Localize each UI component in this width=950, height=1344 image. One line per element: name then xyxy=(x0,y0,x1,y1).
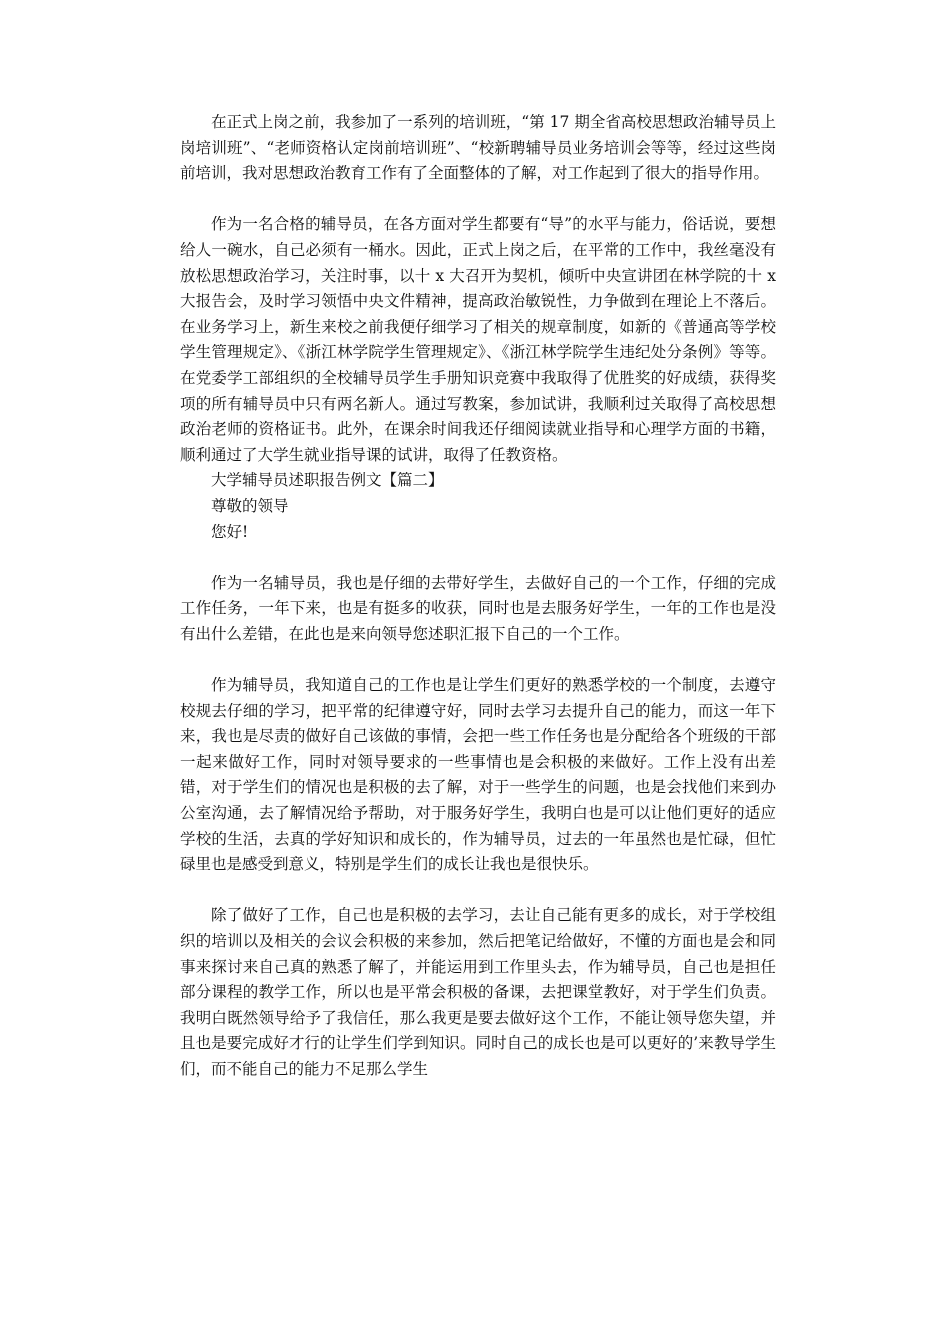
paragraph-duties: 作为辅导员，我知道自己的工作也是让学生们更好的熟悉学校的一个制度，去遵守校规去仔细的学习，把平常的纪律遵守好，同时去学习去提升自己的能力，而这一年下来，我也是尽责的做好自己该做的事情，会把一些工作任务也是分配给各个班级的干部一起来做好工作，同时对领导要求的一些事情也是会积极的来做好。工作上没有出差错，对于学生们的情况也是积极的去了解，对于一些学生的问题，也是会找他们来到办公室沟通，去了解情况给予帮助，对于服务好学生，我明白也是可以让他们更好的适应学校的生活，去真的学好知识和成长的，作为辅导员，过去的一年虽然也是忙碌，但忙碌里也是感受到意义，特别是学生们的成长让我也是很快乐。 xyxy=(180,676,776,874)
paragraph-training: 在正式上岗之前，我参加了一系列的培训班，“第 17 期全省高校思想政治辅导员上岗培训班”、“老师资格认定岗前培训班”、“校新聘辅导员业务培训会等等，经过这些岗前培训，我对思想政治教育工作有了全面整体的了解，对工作起到了很大的指导作用。 xyxy=(180,113,776,183)
salutation: 尊敬的领导 xyxy=(211,496,289,515)
greeting: 您好! xyxy=(211,522,249,541)
paragraph-qualified-counselor: 作为一名合格的辅导员，在各方面对学生都要有“导”的水平与能力，俗话说，要想给人一碗水，自己必须有一桶水。因此，正式上岗之后，在平常的工作中，我丝毫没有放松思想政治学习，关注时事，以十 x 大召开为契机，倾听中央宣讲团在林学院的十 x 大报告会，及时学习领悟中央文件精神，提高政治敏锐性，力争做到在理论上不落后。在业务学习上，新生来校之前我便仔细学习了相关的规章制度，如新的《普通高等学校学生管理规定》、《浙江林学院学生管理规定》、《浙江林学院学生违纪处分条例》等等。在党委学工部组织的全校辅导员学生手册知识竞赛中我取得了优胜奖的好成绩，获得奖项的所有辅导员中只有两名新人。通过写教案，参加试讲，我顺利过关取得了高校思想政治老师的资格证书。此外，在课余时间我还仔细阅读就业指导和心理学方面的书籍，顺利通过了大学生就业指导课的试讲，取得了任教资格。 xyxy=(180,215,776,464)
section-heading: 大学辅导员述职报告例文【篇二】 xyxy=(211,471,444,490)
paragraph-intro: 作为一名辅导员，我也是仔细的去带好学生，去做好自己的一个工作，仔细的完成工作任务，一年下来，也是有挺多的收获，同时也是去服务好学生，一年的工作也是没有出什么差错，在此也是来向领导您述职汇报下自己的一个工作。 xyxy=(180,573,776,643)
document-body xyxy=(180,110,776,1083)
paragraph-learning: 除了做好了工作，自己也是积极的去学习，去让自己能有更多的成长，对于学校组织的培训以及相关的会议会积极的来参加，然后把笔记给做好，不懂的方面也是会和同事来探讨来自己真的熟悉了解了，并能运用到工作里头去，作为辅导员，自己也是担任部分课程的教学工作，所以也是平常会积极的备课，去把课堂教好，对于学生们负责。我明白既然领导给予了我信任，那么我更是要去做好这个工作，不能让领导您失望，并且也是要完成好才行的让学生们学到知识。同时自己的成长也是可以更好的’来教导学生们，而不能自己的能力不足那么学生 xyxy=(180,906,776,1078)
